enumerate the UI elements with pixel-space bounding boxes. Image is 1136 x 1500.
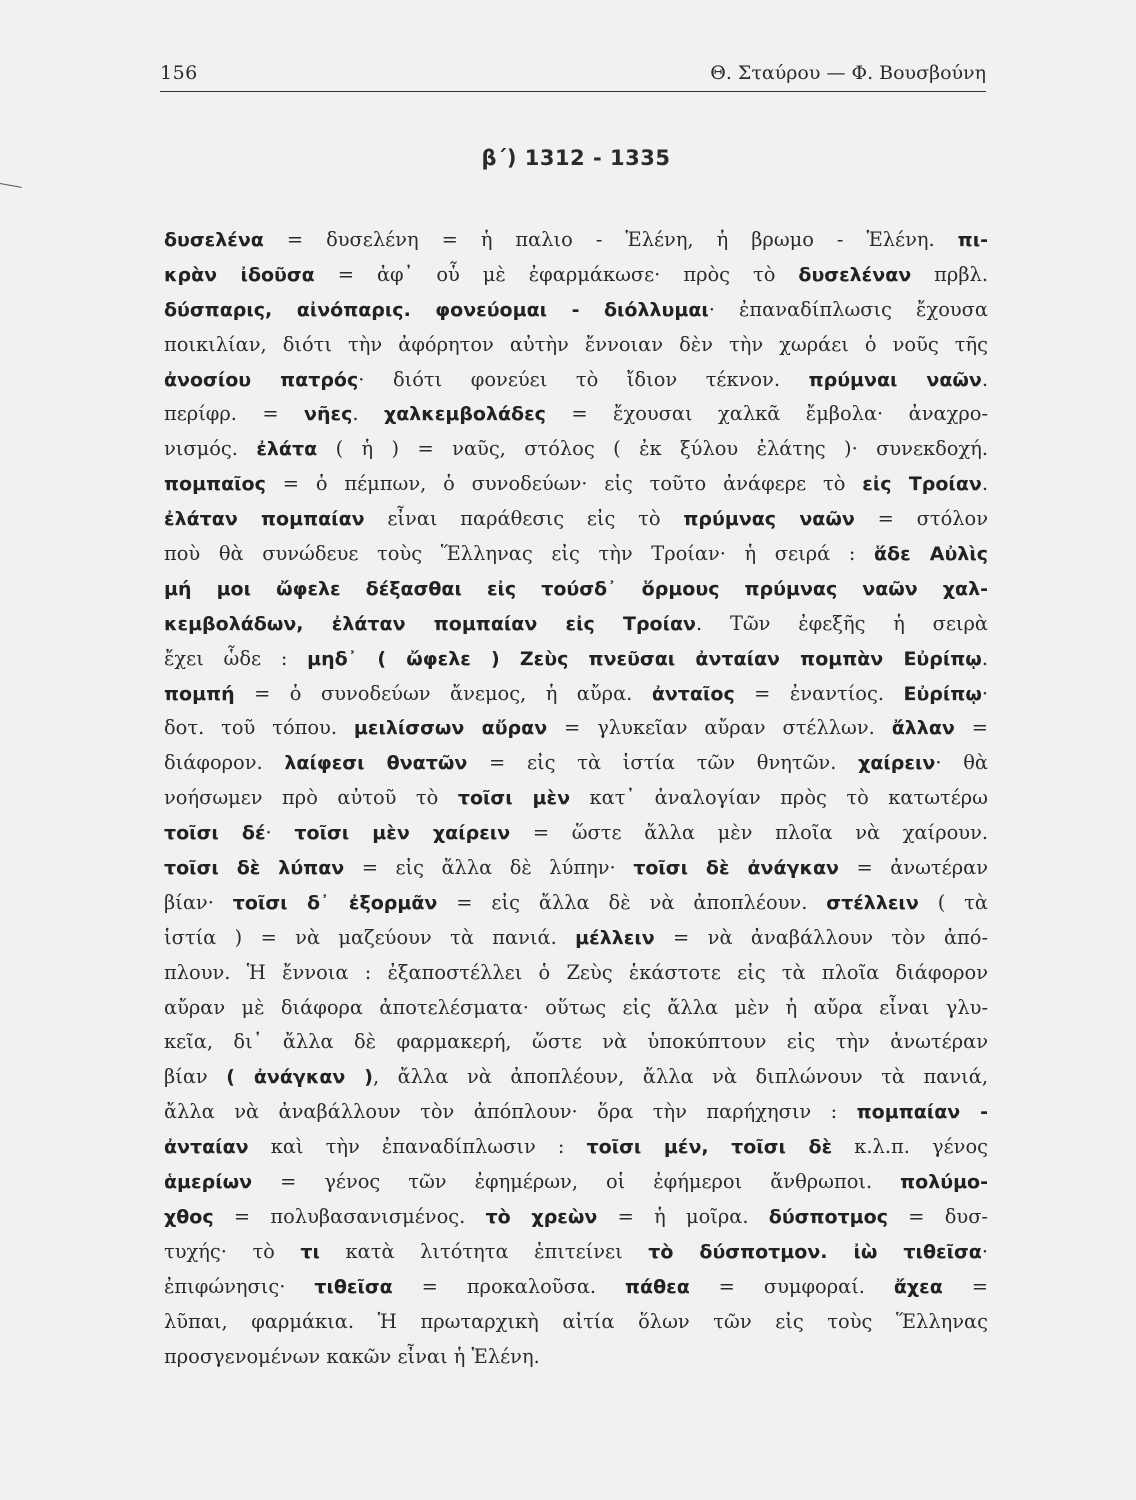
text-line [164, 746, 988, 781]
lemma-term: κεμβολάδων, ἐλάταν πομπαίαν εἰς Τροίαν [164, 612, 696, 635]
text-line [164, 781, 988, 816]
gloss-text: . [981, 367, 988, 391]
gloss-text: βίαν [164, 1065, 227, 1089]
text-line [164, 1235, 988, 1270]
scan-artifact-mark [0, 183, 22, 188]
text-line [164, 1270, 988, 1305]
gloss-text: · ἐπαναδίπλωσις ἔχουσα [708, 297, 988, 321]
lemma-term: τοῖσι δὲ ἀνάγκαν [633, 857, 839, 880]
lemma-term: μή μοι ὤφελε δέξασθαι εἰς τούσδ᾽ ὅρμους πρύμνας ναῶν χαλ- [164, 577, 988, 600]
header-rule [160, 91, 986, 92]
text-line [164, 607, 988, 642]
text-line [164, 432, 988, 467]
gloss-text: . [981, 646, 988, 670]
gloss-text: = δυσελένη = ἡ παλιο - Ἑλένη, ἡ βρωμο - Ἑλένη. [263, 228, 958, 251]
gloss-text: εἶναι παράθεσις εἰς τὸ [364, 507, 684, 531]
lemma-term: ἁμερίων [164, 1171, 253, 1194]
gloss-text: = πολυβασανισμένος. [213, 1204, 486, 1228]
gloss-text: · [981, 681, 988, 705]
text-line [164, 886, 988, 921]
text-line [164, 1130, 988, 1165]
gloss-text: · [981, 1239, 988, 1263]
text-line [164, 991, 988, 1026]
lemma-term: ἀνταίαν [164, 1136, 249, 1159]
gloss-text: δοτ. τοῦ τόπου. [164, 716, 354, 740]
lemma-term: τοῖσι μὲν [457, 787, 571, 810]
text-line [164, 1025, 988, 1060]
text-line [164, 1200, 988, 1235]
gloss-text: κ.λ.π. γένος [832, 1135, 988, 1159]
gloss-text: νοήσωμεν πρὸ αὐτοῦ τὸ [164, 786, 458, 810]
lemma-term: κρὰν ἰδοῦσα [164, 263, 315, 286]
lemma-term: ἀνταῖος [651, 682, 735, 705]
text-line [164, 1095, 988, 1130]
lemma-term: πάθεα [625, 1275, 690, 1298]
gloss-text: = νὰ ἀναβάλλουν τὸν ἀπό- [654, 925, 988, 949]
text-line [164, 711, 988, 746]
lemma-term: τιθεῖσα [314, 1275, 393, 1298]
lemma-term: τοῖσι δὲ λύπαν [164, 857, 345, 880]
gloss-text: · [265, 821, 295, 845]
lemma-term: πρύμνας ναῶν [683, 508, 855, 531]
running-header [160, 52, 986, 86]
gloss-text: , ἄλλα νὰ ἀποπλέουν, ἄλλα νὰ διπλώνουν τὰ πανιά, [373, 1065, 988, 1089]
gloss-text: νισμός. [164, 437, 257, 461]
text-line [164, 921, 988, 956]
gloss-text: τυχής· τὸ [164, 1239, 301, 1263]
gloss-text: διάφορον. [164, 751, 285, 775]
text-line [164, 328, 988, 363]
lemma-term: πομπαίαν - [856, 1101, 988, 1124]
lemma-term: στέλλειν [826, 891, 919, 914]
text-line [164, 293, 988, 328]
lemma-term: νῆες [304, 403, 353, 426]
lemma-term: λαίφεσι θνατῶν [284, 752, 468, 775]
gloss-text: ἱστία ) = νὰ μαζεύουν τὰ πανιά. [164, 925, 576, 949]
gloss-text: πρβλ. [911, 262, 988, 286]
text-line [164, 502, 988, 537]
lemma-term: τοῖσι δ᾽ ἐξορμᾶν [232, 891, 438, 914]
text-line [164, 1165, 988, 1200]
page-number: 156 [160, 62, 198, 84]
gloss-text: = εἰς ἄλλα δὲ νὰ ἀποπλέουν. [437, 890, 827, 914]
text-line [164, 816, 988, 851]
lemma-term: πομπή [164, 682, 235, 705]
text-line [164, 1060, 988, 1095]
text-line [164, 1305, 988, 1340]
gloss-text: καὶ τὴν ἐπαναδίπλωσιν : [248, 1135, 587, 1159]
gloss-text: ποικιλίαν, διότι τὴν ἀφόρητον αὐτὴν ἔννοιαν δὲν τὴν χωράει ὁ νοῦς τῆς [164, 332, 988, 356]
gloss-text: = ἀφ᾽ οὗ μὲ ἐφαρμάκωσε· πρὸς τὸ [314, 262, 799, 286]
gloss-text: = συμφοραί. [689, 1274, 894, 1298]
lemma-term: τοῖσι δέ [164, 822, 266, 845]
lemma-term: δύσπαρις, αἰνόπαρις. φονεύομαι - διόλλυμαι [164, 298, 709, 321]
gloss-text: βίαν· [164, 890, 233, 914]
gloss-text: = ὁ συνοδεύων ἄνεμος, ἡ αὔρα. [234, 681, 652, 705]
gloss-text: κεῖα, δι᾽ ἄλλα δὲ φαρμακερή, ὥστε νὰ ὑποκύπτουν εἰς τὴν ἀνωτέραν [164, 1030, 988, 1054]
gloss-text: ἄλλα νὰ ἀναβάλλουν τὸν ἀπόπλουν· ὅρα τὴν παρήχησιν : [164, 1100, 857, 1124]
lemma-term: ἅδε Αὐλὶς [874, 543, 988, 566]
gloss-text: . [352, 402, 384, 426]
text-line [164, 851, 988, 886]
lemma-term: ἐλάταν πομπαίαν [164, 508, 365, 531]
lemma-term: πολύμο- [900, 1171, 988, 1194]
gloss-text: = ἐναντίος. [734, 681, 904, 705]
lemma-term: τοῖσι μὲν χαίρειν [294, 822, 511, 845]
lemma-term: μειλίσσων αὔραν [353, 717, 548, 740]
gloss-text: = εἰς ἄλλα δὲ λύπην· [344, 856, 634, 880]
gloss-text: πλουν. Ἡ ἔννοια : ἐξαποστέλλει ὁ Ζεὺς ἑκάστοτε εἰς τὰ πλοῖα διάφορον [164, 960, 988, 984]
lemma-term: χθος [164, 1205, 214, 1228]
gloss-text: = [942, 1274, 988, 1298]
gloss-text: προσγενομένων κακῶν εἶναι ἡ Ἑλένη. [164, 1344, 540, 1368]
gloss-text: · θὰ [935, 751, 988, 775]
gloss-text: = [954, 716, 988, 740]
lemma-term: εἰς Τροίαν [862, 473, 982, 496]
text-line [164, 363, 988, 398]
text-line [164, 572, 988, 607]
gloss-text: ἐπιφώνησις· [164, 1274, 315, 1298]
lemma-term: πι- [957, 229, 988, 251]
gloss-text: κατὰ λιτότητα ἐπιτείνει [319, 1239, 649, 1263]
gloss-text: = ἡ μοῖρα. [597, 1204, 769, 1228]
gloss-text: = γλυκεῖαν αὔραν στέλλων. [547, 716, 892, 740]
lemma-term: χαλκεμβολάδες [383, 403, 546, 426]
gloss-text: = προκαλοῦσα. [392, 1274, 625, 1298]
gloss-text: ( τὰ [918, 890, 988, 914]
gloss-text: = ὥστε ἄλλα μὲν πλοῖα νὰ χαίρουν. [510, 821, 988, 845]
gloss-text: = δυσ- [887, 1204, 988, 1228]
section-heading: β΄) 1312 - 1335 [481, 146, 671, 170]
lemma-term: ( ἀνάγκαν ) [226, 1066, 373, 1089]
lemma-term: πρύμναι ναῶν [808, 368, 982, 391]
gloss-text: λῦπαι, φαρμάκια. Ἡ πρωταρχικὴ αἰτία ὅλων τῶν εἰς τοὺς Ἕλληνας [164, 1309, 988, 1333]
lemma-term: ἄχεα [893, 1275, 943, 1298]
lemma-term: δυσελένα [164, 229, 264, 251]
gloss-text: = γένος τῶν ἐφημέρων, οἱ ἐφήμεροι ἄνθρωποι. [252, 1170, 901, 1194]
lemma-term: τὸ δύσποτμον. ἰὼ τιθεῖσα [648, 1240, 982, 1263]
lemma-term: δυσελέναν [798, 263, 912, 286]
lemma-term: ἄλλαν [891, 717, 955, 740]
lemma-term: ἐλάτα [256, 438, 318, 461]
gloss-text: αὔραν μὲ διάφορα ἀποτελέσματα· οὕτως εἰς ἄλλα μὲν ἡ αὔρα εἶναι γλυ- [164, 995, 988, 1019]
lemma-term: δύσποτμος [768, 1205, 888, 1228]
gloss-text: ποὺ θὰ συνώδευε τοὺς Ἕλληνας εἰς τὴν Τροίαν· ἡ σειρά : [164, 542, 874, 566]
lemma-term: ἀνοσίου πατρός [164, 368, 359, 391]
gloss-text: = στόλον [854, 507, 988, 531]
lemma-term: τὸ χρεὼν [485, 1205, 598, 1228]
lemma-term: τι [300, 1240, 320, 1263]
gloss-text: . Τῶν ἐφεξῆς ἡ σειρὰ [696, 611, 988, 635]
text-line [164, 397, 988, 432]
gloss-text: = ὁ πέμπων, ὁ συνοδεύων· εἰς τοῦτο ἀνάφερε τὸ [265, 472, 863, 496]
text-line [164, 223, 988, 258]
text-line [164, 258, 988, 293]
text-line [164, 677, 988, 712]
gloss-text: = ἔχουσαι χαλκᾶ ἔμβολα· ἀναχρο- [545, 402, 988, 426]
gloss-text: . [981, 472, 988, 496]
lemma-term: χαίρειν [858, 752, 936, 775]
gloss-text: ἔχει ὧδε : [164, 646, 308, 670]
text-line [164, 956, 988, 991]
gloss-text: · διότι φονεύει τὸ ἴδιον τέκνον. [358, 367, 809, 391]
lemma-term: πομπαῖος [164, 473, 266, 496]
text-line [164, 537, 988, 572]
gloss-text: ( ἡ ) = ναῦς, στόλος ( ἐκ ξύλου ἐλάτης )· συνεκδοχή. [317, 437, 988, 461]
text-line [164, 642, 988, 677]
gloss-text: = ἀνωτέραν [838, 856, 988, 880]
lemma-term: μέλλειν [575, 926, 655, 949]
commentary-body [164, 223, 988, 1374]
lemma-term: τοῖσι μέν, τοῖσι δὲ [586, 1136, 833, 1159]
running-title: Θ. Σταύρου — Φ. Βουσβούνη [710, 62, 986, 84]
lemma-term: μηδ᾽ ( ὤφελε ) Ζεὺς πνεῦσαι ἀνταίαν πομπὰν Εὐρίπῳ [307, 647, 982, 670]
gloss-text: περίφρ. = [164, 402, 305, 426]
gloss-text: κατ᾽ ἀναλογίαν πρὸς τὸ κατωτέρω [570, 786, 988, 810]
gloss-text: = εἰς τὰ ἱστία τῶν θνητῶν. [467, 751, 859, 775]
text-line [164, 467, 988, 502]
text-line [164, 1340, 988, 1375]
lemma-term: Εὐρίπῳ [903, 682, 982, 705]
